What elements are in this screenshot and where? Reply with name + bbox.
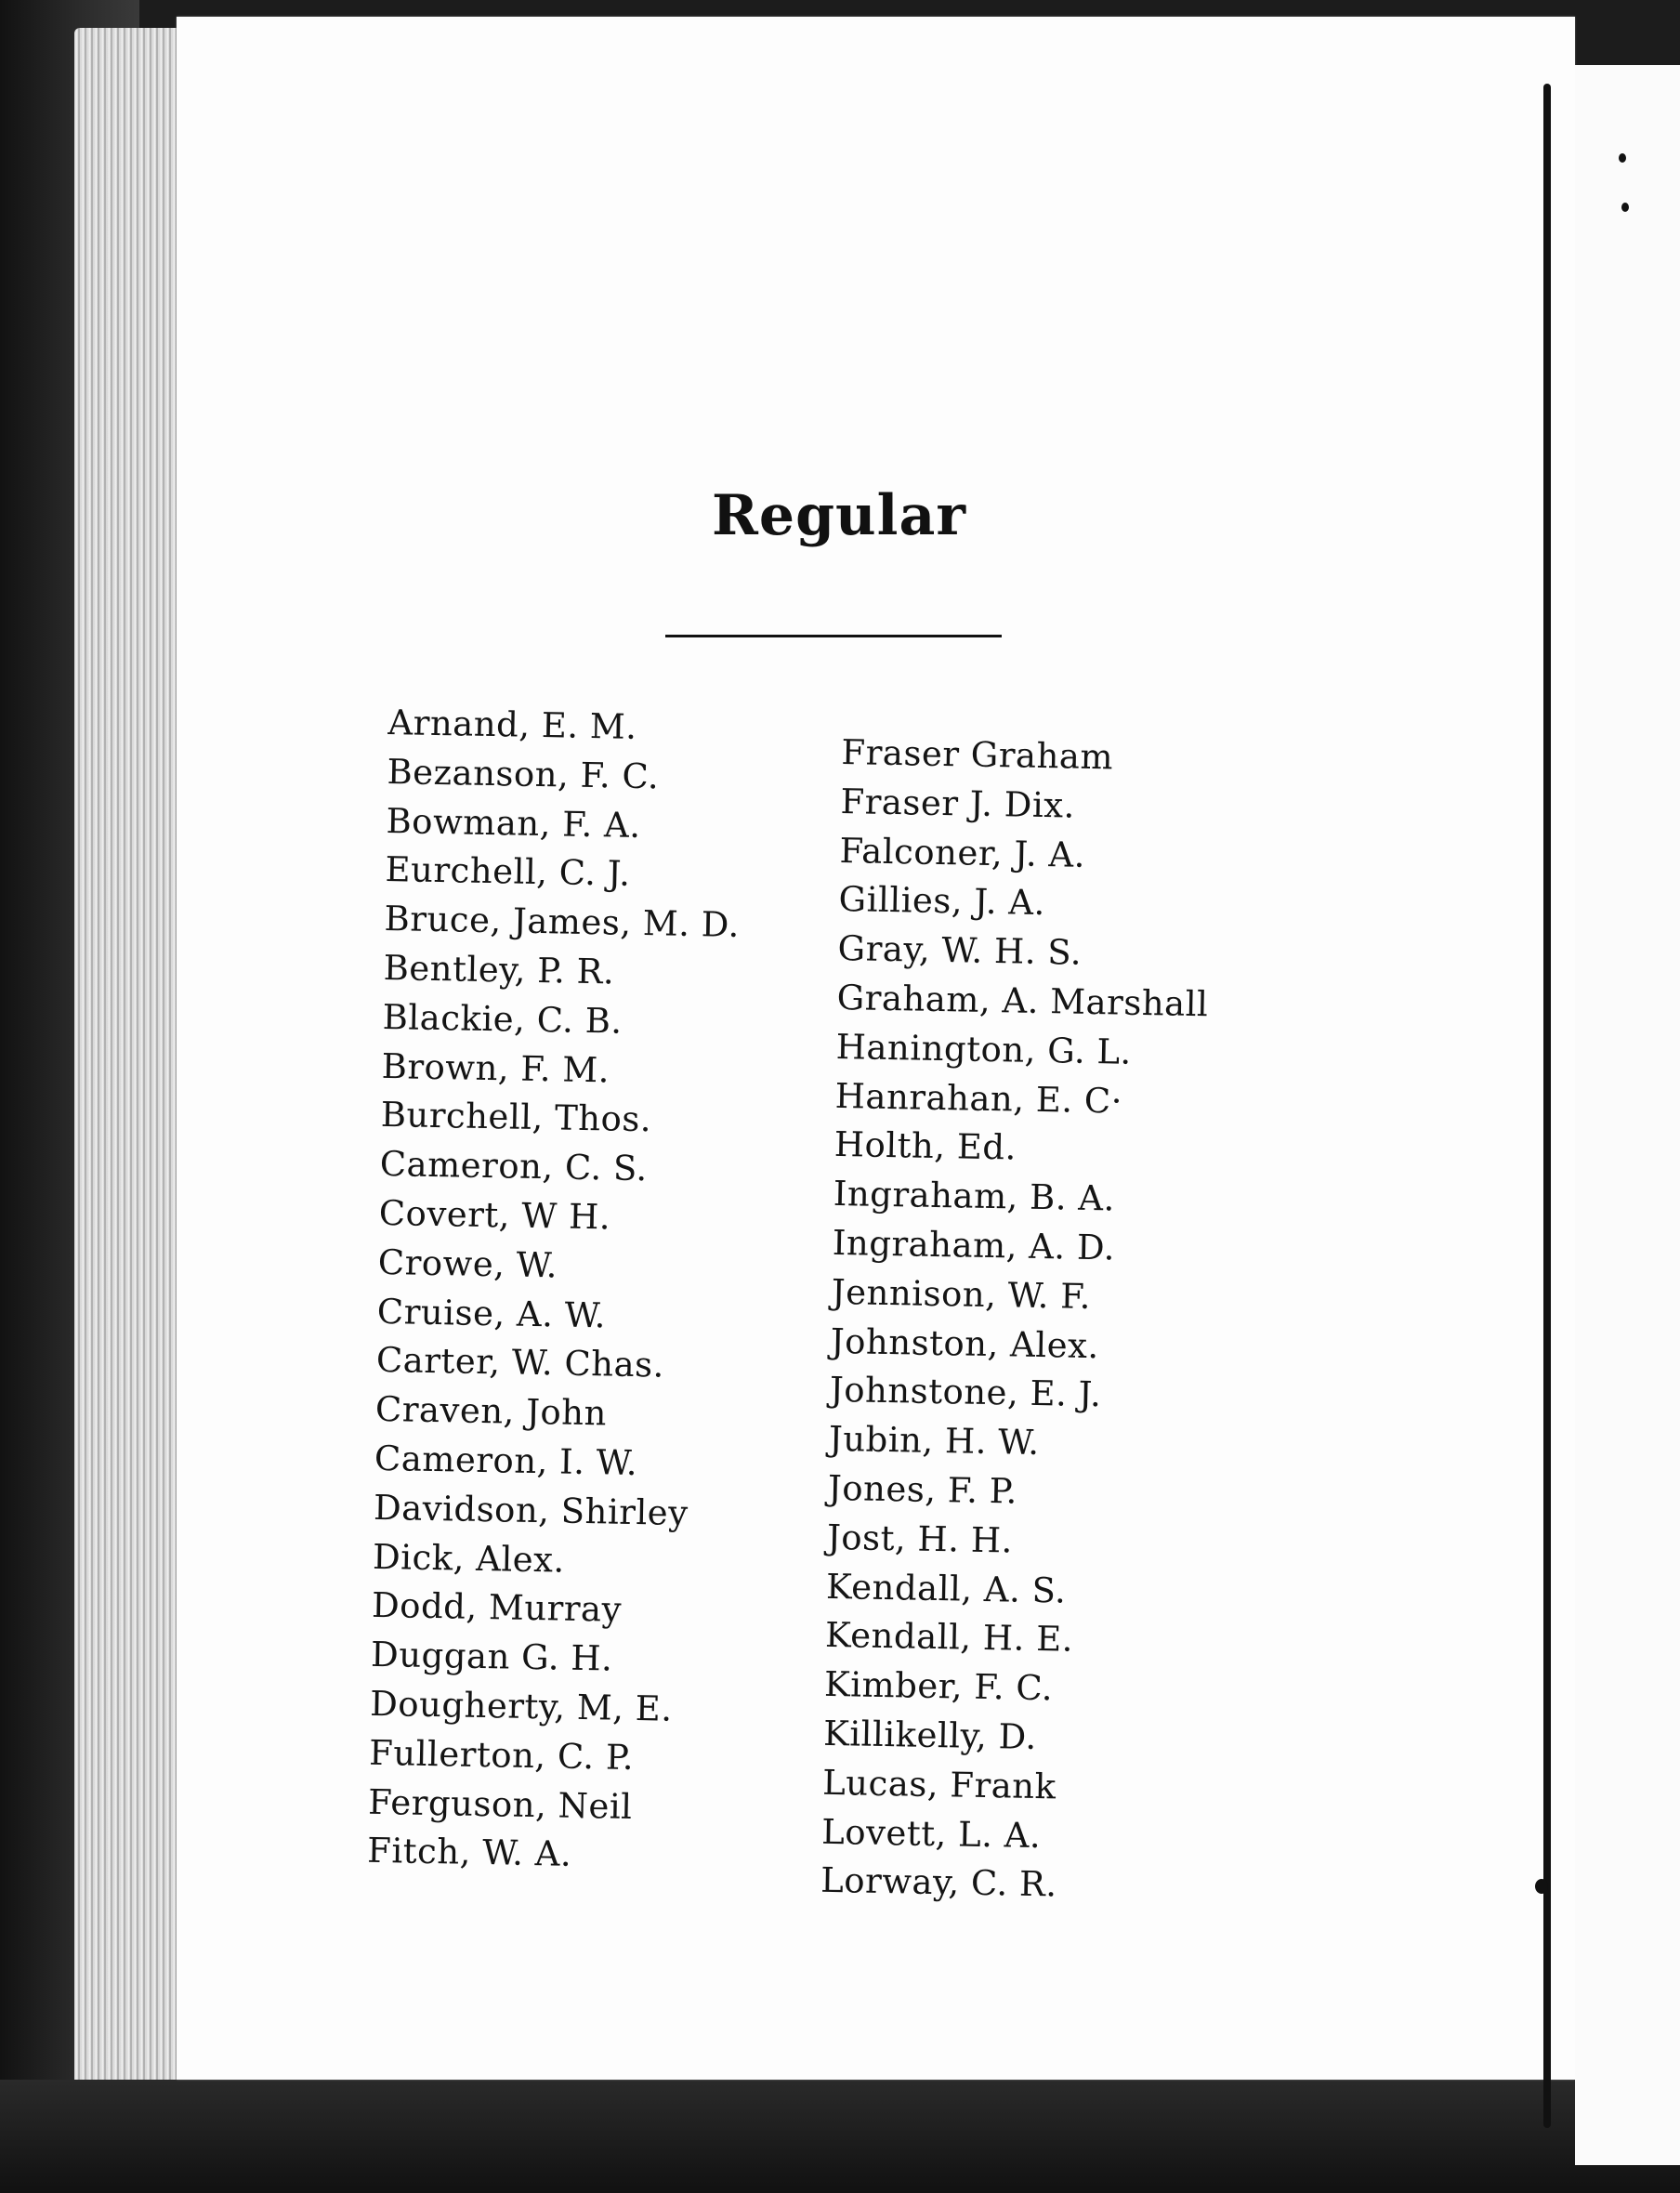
name-entry: Burchell, Thos. [380,1095,652,1140]
names-column-left [367,699,743,1883]
name-entry: Brown, F. M. [381,1045,610,1091]
name-entry: Lorway, C. R. [820,1860,1058,1905]
name-entry: Dougherty, M, E. [369,1683,673,1729]
name-entry: Holth, Ed. [833,1124,1017,1168]
heading-rule [665,635,1002,637]
name-entry: Davidson, Shirley [373,1487,689,1533]
name-entry: Jost, H. H. [826,1517,1014,1561]
page-heading: Regular [712,483,966,548]
name-entry: Ingraham, B. A. [833,1174,1116,1219]
name-entry: Johnston, Alex. [830,1320,1100,1366]
names-column-right [820,729,1214,1912]
name-entry: Fraser Graham [841,731,1114,778]
name-entry: Duggan G. H. [370,1634,613,1679]
name-entry: Fullerton, C. P. [368,1732,635,1778]
name-entry: Gillies, J. A. [838,879,1046,924]
name-entry: Kimber, F. C. [823,1663,1054,1709]
name-entry: Bruce, James, M. D. [384,899,741,946]
name-entry: Falconer, J. A. [839,830,1086,875]
name-entry: Crowe, W. [377,1241,558,1286]
name-entry: Lovett, L. A. [820,1811,1042,1856]
name-entry: Graham, A. Marshall [836,977,1209,1025]
name-entry: Fitch, W. A. [366,1831,572,1875]
facing-page [1575,65,1680,2165]
name-entry: Kendall, H. E. [824,1615,1074,1661]
name-entry: Bowman, F. A. [386,800,641,846]
name-entry: Dick, Alex. [372,1536,566,1581]
name-entry: Covert, W H. [378,1192,611,1238]
name-entry: Cruise, A. W. [376,1291,607,1335]
name-entry: Ingraham, A. D. [832,1222,1116,1268]
name-entry: Hanington, G. L. [835,1026,1133,1072]
name-entry: Cameron, I. W. [374,1438,638,1484]
name-entry: Lucas, Frank [821,1762,1057,1807]
name-entry: Cameron, C. S. [379,1144,649,1189]
name-entry: Blackie, C. B. [382,996,623,1042]
ink-speck [1619,153,1626,163]
name-entry: Dodd, Murray [371,1585,623,1631]
name-entry: Hanrahan, E. C· [834,1075,1123,1122]
ink-speck [1621,203,1629,212]
name-entry: Bezanson, F. C. [387,751,660,797]
name-entry: Carter, W. Chas. [375,1340,665,1385]
name-entry: Jones, F. P. [827,1467,1018,1512]
name-entry: Johnstone, E. J. [829,1370,1102,1415]
name-entry: Eurchell, C. J. [385,849,631,895]
ink-speck [1535,1879,1548,1894]
name-entry: Killikelly, D. [822,1713,1038,1757]
name-entry: Fraser J. Dix. [840,781,1076,826]
name-entry: Craven, John [374,1389,608,1434]
name-entry: Gray, W. H. S. [837,928,1083,973]
name-entry: Ferguson, Neil [367,1781,633,1827]
name-entry: Jubin, H. W. [828,1419,1040,1464]
name-entry: Jennison, W. F. [831,1271,1092,1317]
name-entry: Bentley, P. R. [383,947,615,992]
name-entry: Arnand, E. M. [387,702,637,747]
book-bottom-edge [0,2080,1680,2193]
name-entry: Kendall, A. S. [825,1566,1067,1611]
gutter-line [1543,84,1551,2128]
